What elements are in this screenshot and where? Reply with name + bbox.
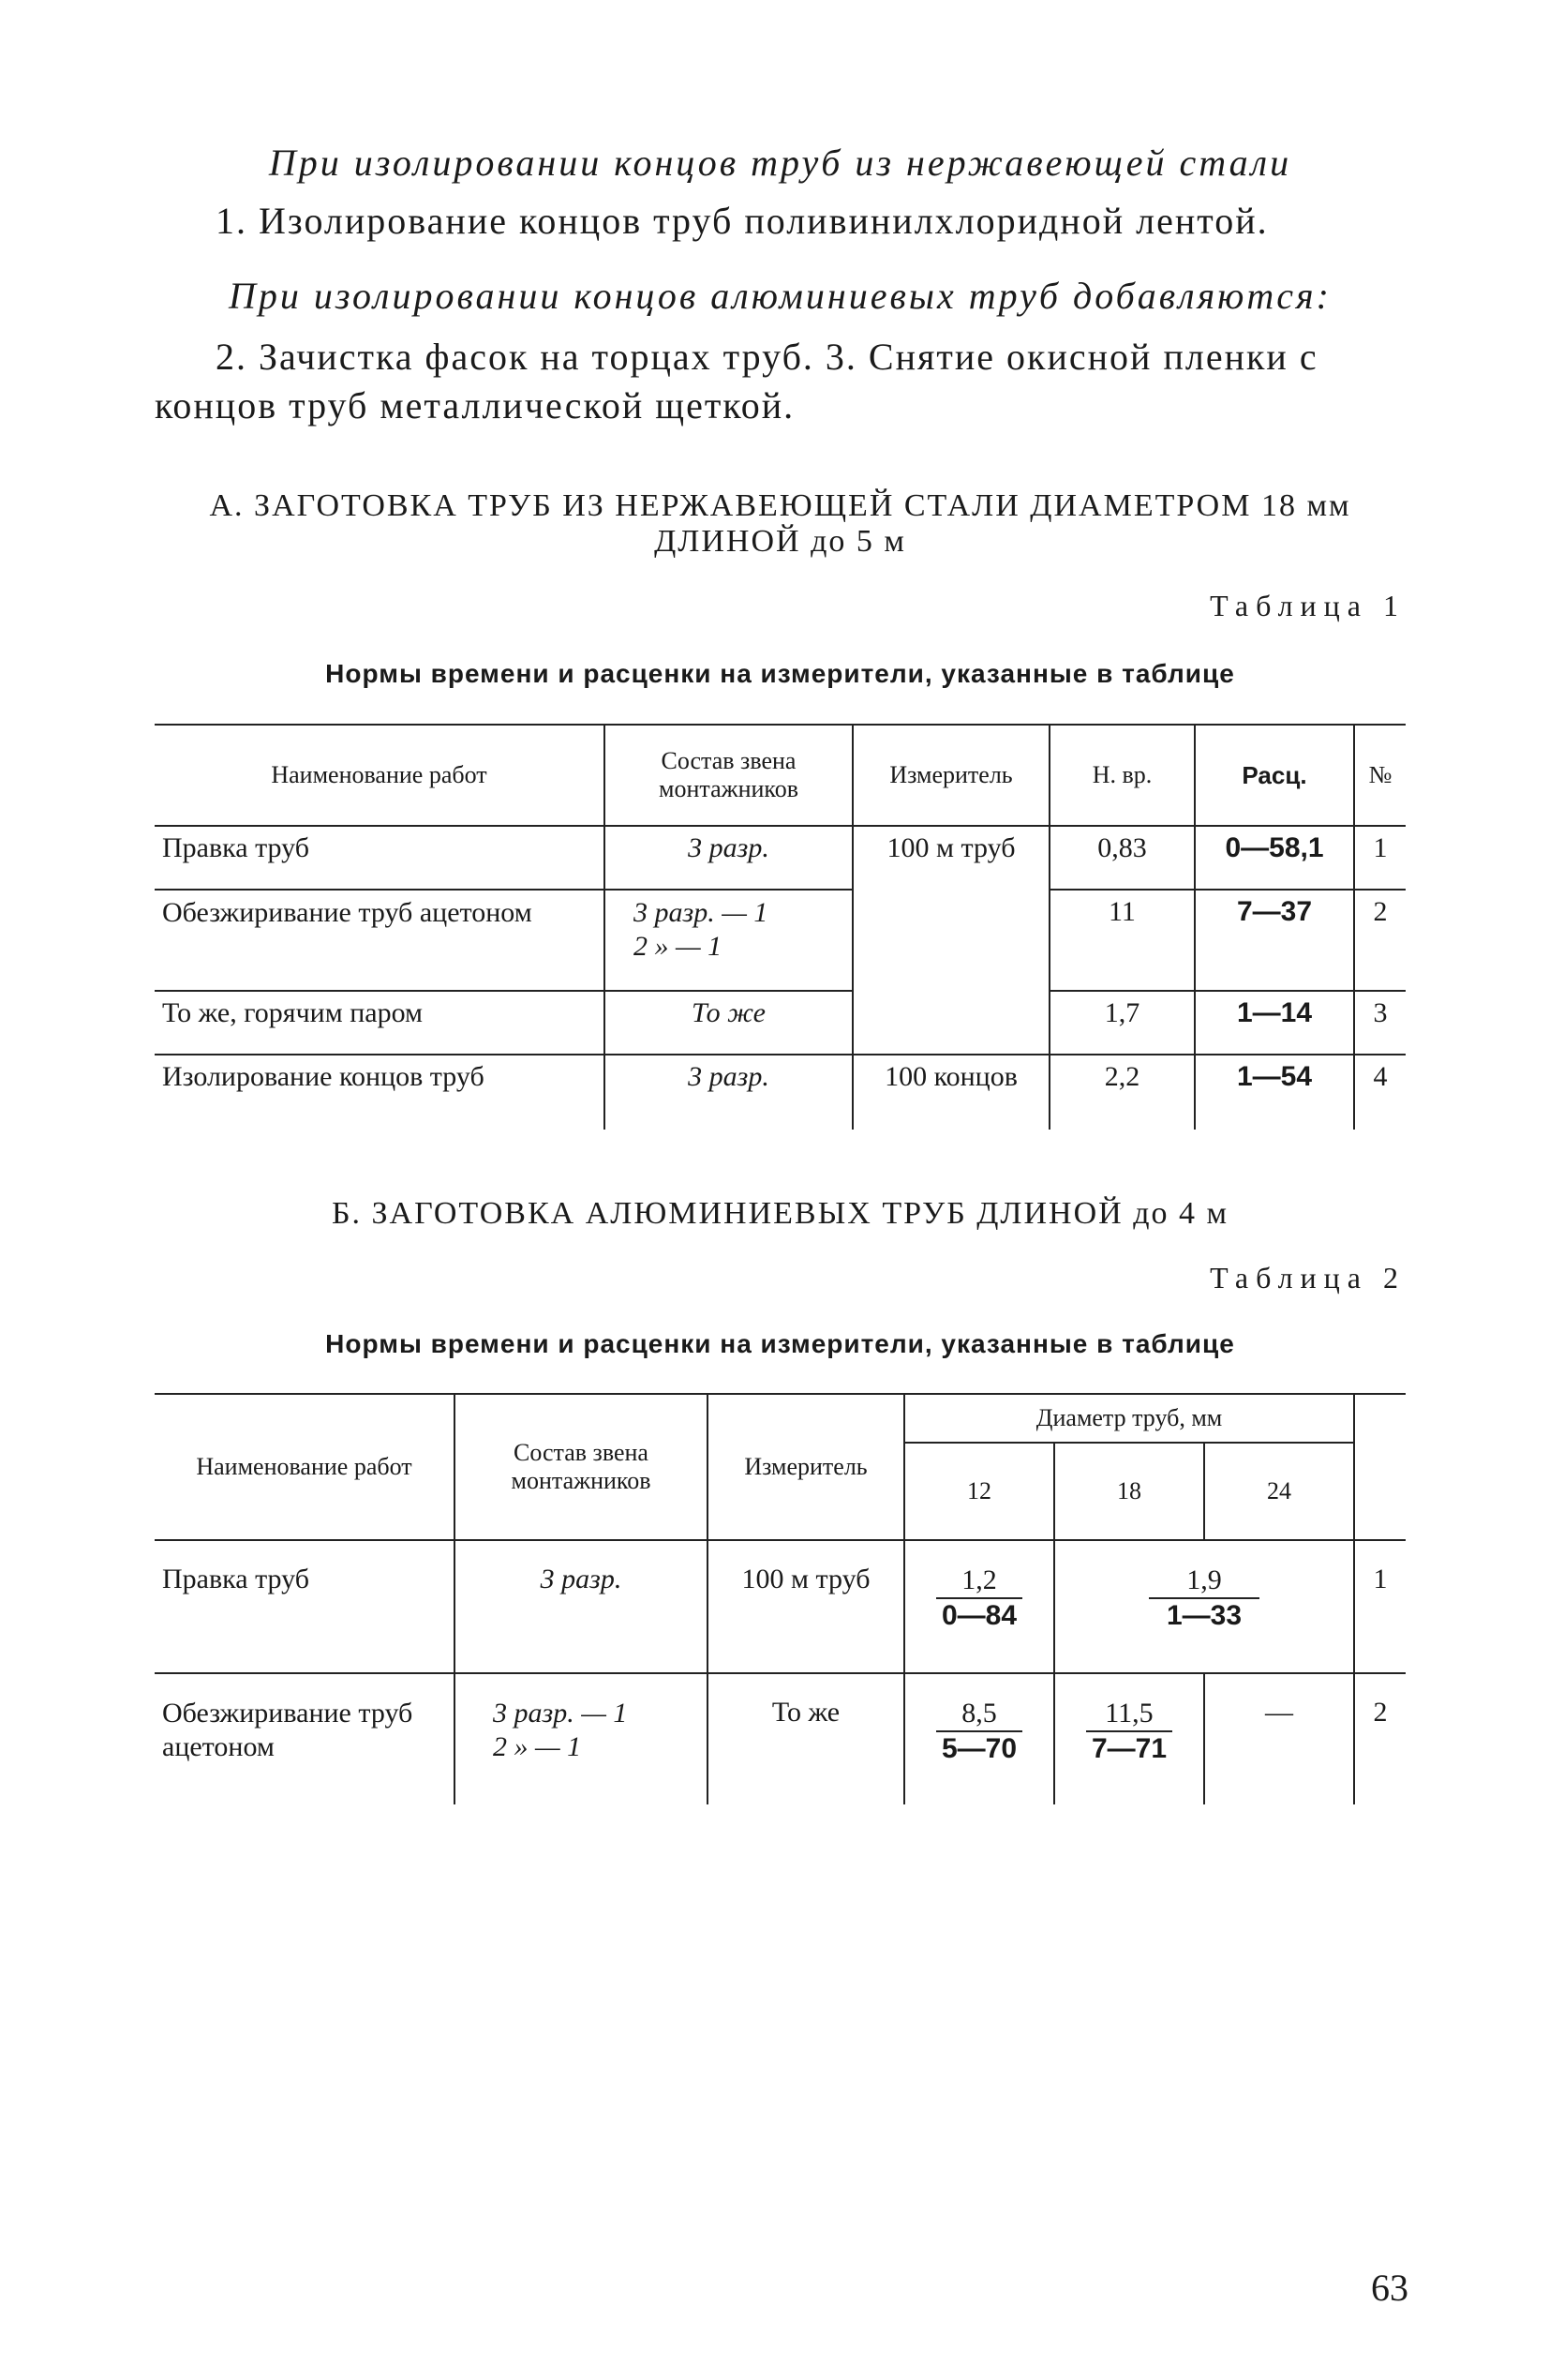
t1-r3-time: 1,7 bbox=[1050, 991, 1195, 1055]
t1-r4-unit: 100 концов bbox=[853, 1055, 1050, 1130]
t1-r2-crew: 3 разр. — 1 2 » — 1 bbox=[604, 890, 853, 991]
t2-header-unit: Измеритель bbox=[707, 1394, 904, 1540]
t1-r3-no: 3 bbox=[1373, 997, 1388, 1028]
t2-r2-d18 bbox=[1054, 1673, 1204, 1804]
t2-r1-unit: 100 м труб bbox=[707, 1540, 904, 1673]
t1-r4-name: Изолирование концов труб bbox=[155, 1055, 604, 1130]
table-2-caption: Нормы времени и расценки на измерители, указанные в таблице bbox=[325, 1329, 1235, 1358]
t2-r2-name: Обезжиривание труб ацетоном bbox=[155, 1673, 454, 1804]
fraction-rate: 7—71 bbox=[1091, 1733, 1168, 1764]
table-row bbox=[155, 1540, 1406, 1673]
t2-r1-crew: 3 разр. bbox=[454, 1540, 707, 1673]
fraction bbox=[936, 1697, 1022, 1766]
page-number: 63 bbox=[1371, 2267, 1408, 2309]
t2-header-no bbox=[1354, 1394, 1406, 1540]
fraction-time: 8,5 bbox=[936, 1697, 1022, 1732]
t1-header-time: Н. вр. bbox=[1050, 725, 1195, 826]
t1-header-rate: Расц. bbox=[1195, 725, 1354, 826]
t2-r1-d18-24 bbox=[1054, 1540, 1354, 1673]
t1-r1-rate: 0—58,1 bbox=[1195, 826, 1354, 890]
table-1-number: Таблица 1 bbox=[1210, 589, 1406, 622]
t2-header-name: Наименование работ bbox=[155, 1394, 454, 1540]
fraction bbox=[1086, 1697, 1172, 1766]
fraction-time: 1,9 bbox=[1149, 1564, 1259, 1599]
t2-r1-d12 bbox=[904, 1540, 1054, 1673]
intro-italic-1: При изолировании концов труб из нержавеющей стали bbox=[268, 142, 1292, 184]
t1-r2-no: 2 bbox=[1373, 896, 1388, 927]
t1-header-crew: Состав звена монтажников bbox=[604, 725, 853, 826]
t1-r1-name: Правка труб bbox=[155, 826, 604, 890]
t2-r2-d12 bbox=[904, 1673, 1054, 1804]
table-2 bbox=[155, 1393, 1406, 1804]
intro-item-1: 1. Изолирование концов труб поливинилхлоридной лентой. bbox=[216, 200, 1269, 242]
section-b-heading: Б. ЗАГОТОВКА АЛЮМИНИЕВЫХ ТРУБ ДЛИНОЙ до 4 м bbox=[331, 1196, 1229, 1231]
intro-item-2: 2. Зачистка фасок на торцах труб. 3. Снятие окисной пленки с концов труб металлической щеткой. bbox=[155, 336, 1318, 427]
t1-r1-crew: 3 разр. bbox=[604, 826, 853, 890]
t2-header-d12: 12 bbox=[904, 1443, 1054, 1540]
section-a-heading-1: А. ЗАГОТОВКА ТРУБ ИЗ НЕРЖАВЕЮЩЕЙ СТАЛИ ДИАМЕТРОМ 18 мм bbox=[209, 488, 1351, 523]
table-row bbox=[155, 890, 1406, 991]
section-a-heading-2: ДЛИНОЙ до 5 м bbox=[654, 524, 906, 559]
t2-r2-crew: 3 разр. — 1 2 » — 1 bbox=[454, 1673, 707, 1804]
table-row bbox=[155, 1055, 1406, 1130]
t1-r3-name: То же, горячим паром bbox=[155, 991, 604, 1055]
t1-header-unit: Измеритель bbox=[853, 725, 1050, 826]
t1-header-name: Наименование работ bbox=[155, 725, 604, 826]
t1-r4-no: 4 bbox=[1373, 1061, 1388, 1092]
t1-r2-rate: 7—37 bbox=[1195, 890, 1354, 991]
t1-r4-time: 2,2 bbox=[1050, 1055, 1195, 1130]
t1-r1-no: 1 bbox=[1373, 832, 1388, 863]
fraction bbox=[936, 1564, 1022, 1633]
t2-header-diameter: Диаметр труб, мм bbox=[904, 1394, 1354, 1443]
t1-r2-name: Обезжиривание труб ацетоном bbox=[155, 890, 604, 991]
t1-r1-time: 0,83 bbox=[1050, 826, 1195, 890]
fraction-time: 11,5 bbox=[1086, 1697, 1172, 1732]
table-row bbox=[155, 991, 1406, 1055]
t1-r1-unit: 100 м труб bbox=[853, 826, 1050, 1055]
t1-r2-time: 11 bbox=[1050, 890, 1195, 991]
fraction bbox=[1102, 1564, 1306, 1633]
t1-header-no: № bbox=[1368, 761, 1393, 788]
t2-r1-name: Правка труб bbox=[155, 1540, 454, 1673]
fraction-rate: 1—33 bbox=[1166, 1600, 1243, 1631]
table-2-number: Таблица 2 bbox=[1210, 1261, 1406, 1295]
t2-r2-no: 2 bbox=[1373, 1697, 1388, 1728]
t1-r4-crew: 3 разр. bbox=[604, 1055, 853, 1130]
table-1-caption: Нормы времени и расценки на измерители, указанные в таблице bbox=[325, 659, 1235, 688]
t2-r2-d24: — bbox=[1204, 1673, 1354, 1804]
t1-r4-rate: 1—54 bbox=[1195, 1055, 1354, 1130]
t2-r1-no: 1 bbox=[1373, 1564, 1388, 1594]
table-1 bbox=[155, 724, 1406, 1130]
t2-r2-unit: То же bbox=[707, 1673, 904, 1804]
table-row bbox=[155, 1673, 1406, 1804]
t2-header-crew: Состав звена монтажников bbox=[454, 1394, 707, 1540]
fraction-rate: 5—70 bbox=[941, 1733, 1018, 1764]
t1-r3-crew: То же bbox=[604, 991, 853, 1055]
t2-header-d18: 18 bbox=[1054, 1443, 1204, 1540]
table-row bbox=[155, 826, 1406, 890]
fraction-time: 1,2 bbox=[936, 1564, 1022, 1599]
t2-header-d24: 24 bbox=[1204, 1443, 1354, 1540]
intro-italic-2: При изолировании концов алюминиевых труб добавляются: bbox=[229, 275, 1332, 317]
fraction-rate: 0—84 bbox=[941, 1600, 1018, 1631]
t1-r3-rate: 1—14 bbox=[1195, 991, 1354, 1055]
